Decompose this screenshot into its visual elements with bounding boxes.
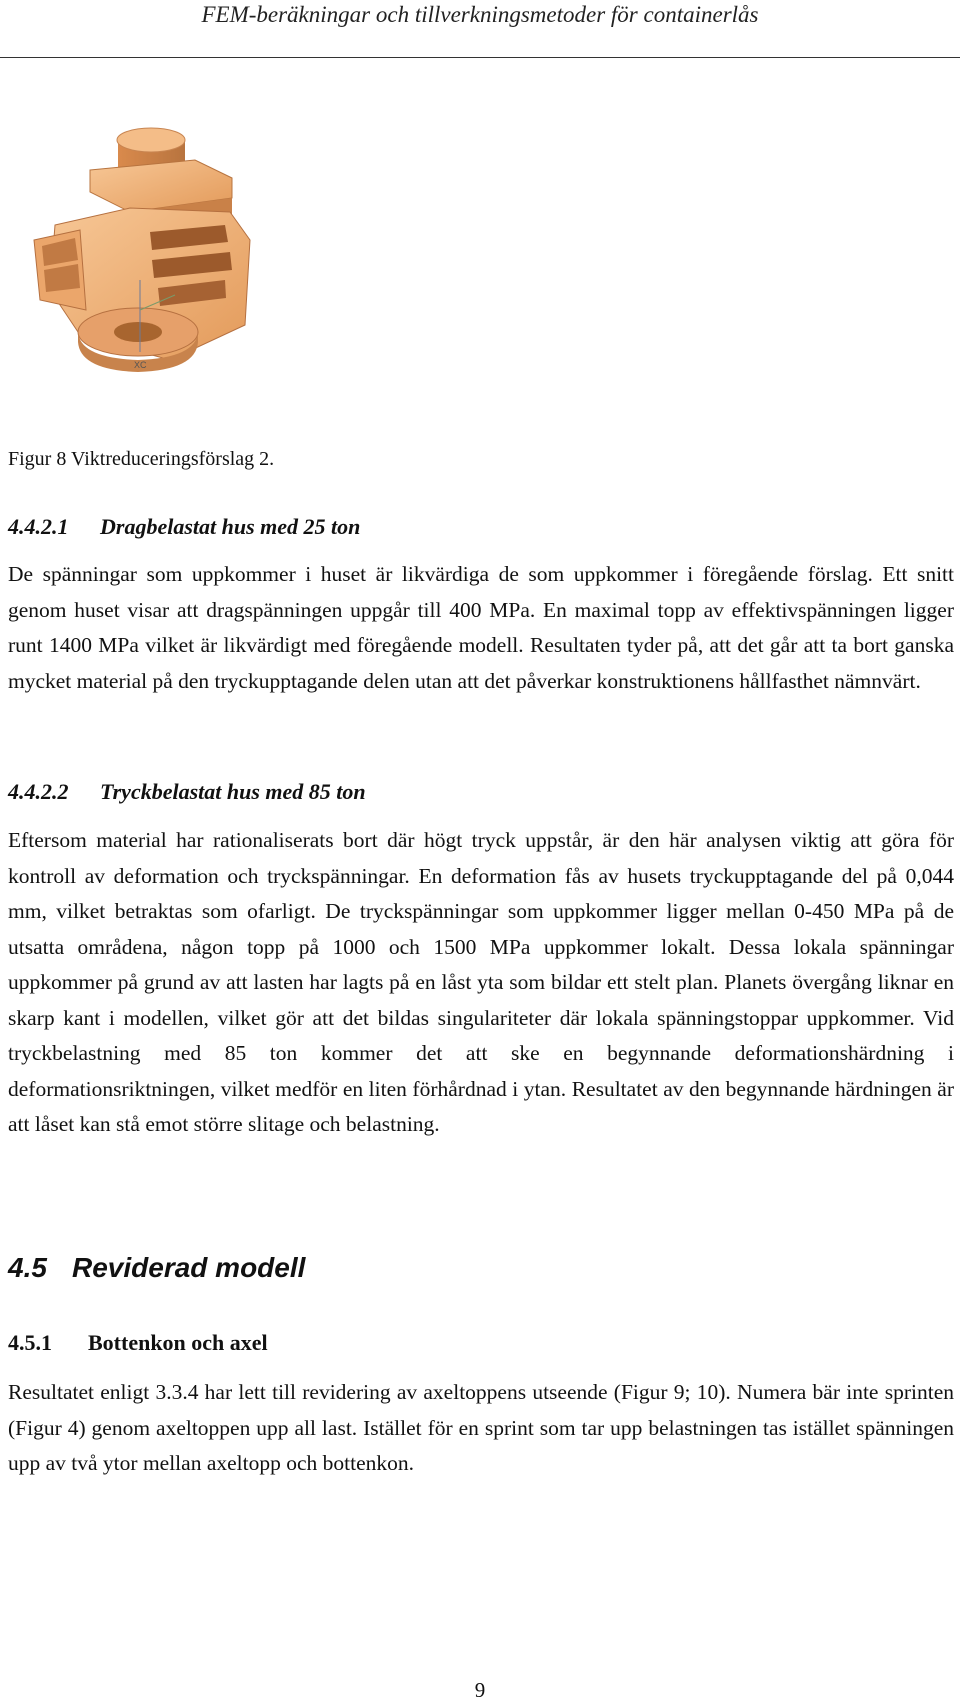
section-4421-number: 4.4.2.1 [8, 514, 69, 539]
figure-container [20, 120, 300, 410]
section-4422-heading [8, 779, 366, 805]
header-rule [0, 57, 960, 58]
section-45-title: Reviderad modell [72, 1252, 306, 1283]
section-451-body: Resultatet enligt 3.3.4 har lett till revidering av axeltoppens utseende (Figur 9; 10). Numera bär inte sprinten (Figur 4) genom axeltoppen upp all last. Istället för en sprint som tar upp belastningen tas istället spänningen upp av två ytor mellan axeltopp och bottenkon. [8, 1380, 954, 1475]
header-title: FEM-beräkningar och tillverkningsmetoder för containerlås [201, 2, 759, 27]
section-4422-title: Tryckbelastat hus med 85 ton [100, 779, 366, 804]
section-451-heading [8, 1330, 268, 1356]
section-451-title: Bottenkon och axel [88, 1330, 268, 1355]
section-45-heading [8, 1252, 305, 1284]
cad-model-image [20, 120, 300, 410]
page-header [0, 0, 960, 58]
axis-label: XC [134, 360, 147, 370]
section-4421-heading [8, 514, 360, 540]
page-number: 9 [474, 1678, 486, 1702]
figure-caption: Figur 8 Viktreduceringsförslag 2. [8, 448, 275, 470]
section-45-number: 4.5 [8, 1252, 47, 1283]
section-4421-body: De spänningar som uppkommer i huset är likvärdiga de som uppkommer i föregående förslag. Ett snitt genom huset visar att dragspänningen uppgår till 400 MPa. En maximal topp av effektivspänningen ligger runt 1400 MPa vilket är likvärdigt med föregående modell. Resultaten tyder på, att det går att ta bort ganska mycket material på den tryckupptagande delen utan att det påverkar konstruktionens hållfasthet nämnvärt. [8, 562, 954, 693]
section-4421-title: Dragbelastat hus med 25 ton [100, 514, 361, 539]
section-451-number: 4.5.1 [8, 1330, 52, 1355]
section-4422-body: Eftersom material har rationaliserats bort där högt tryck uppstår, är den här analysen viktig att göra för kontroll av deformation och tryckspänningar. En deformation fås av husets tryckupptagande del på 0,044 mm, vilket betraktas som ofarligt. De tryckspänningar som uppkommer ligger mellan 0-450 MPa på de utsatta områdena, någon topp på 1000 och 1500 MPa uppkommer lokalt. Dessa lokala spänningar uppkommer på grund av att lasten har lagts på en låst yta som bildar ett stelt plan. Planets övergång liknar en skarp kant i modellen, vilket gör att det bildas singulariteter där lokala spänningstoppar uppkommer. Vid tryckbelastning med 85 ton kommer det att ske en begynnande deformationshärdning i deformationsriktningen, vilket medför en liten förhårdnad i ytan. Resultatet av den begynnande härdningen är att låset kan stå emot större slitage och belastning. [8, 828, 954, 1136]
section-4422-number: 4.4.2.2 [8, 779, 69, 804]
